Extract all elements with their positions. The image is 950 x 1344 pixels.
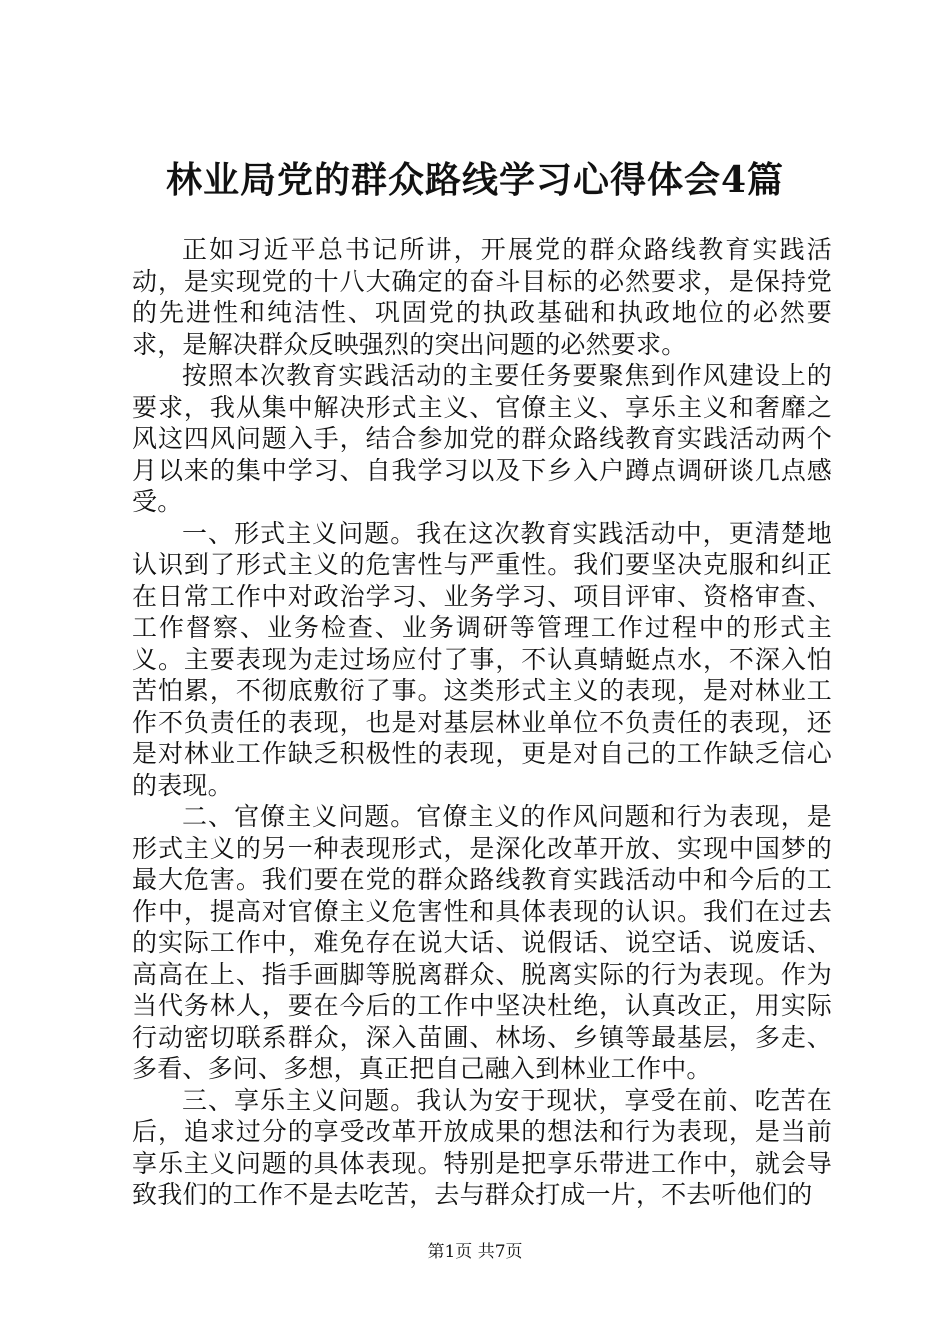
- paragraph-bureaucratism: 二、官僚主义问题。官僚主义的作风问题和行为表现，是形式主义的另一种表现形式，是深化改革开放、实现中国梦的最大危害。我们要在党的群众路线教育实践活动中和今后的工作中，提高对官僚主义危害性和具体表现的认识。我们在过去的实际工作中，难免存在说大话、说假话、说空话、说废话、高高在上、指手画脚等脱离群众、脱离实际的行为表现。作为当代务林人，要在今后的工作中坚决杜绝，认真改正，用实际行动密切联系群众，深入苗圃、林场、乡镇等最基层，多走、多看、多问、多想，真正把自己融入到林业工作中。: [132, 802, 832, 1083]
- paragraph-intro: 正如习近平总书记所讲，开展党的群众路线教育实践活动，是实现党的十八大确定的奋斗目标的必然要求，是保持党的先进性和纯洁性、巩固党的执政基础和执政地位的必然要求，是解决群众反映强烈的突出问题的必然要求。: [132, 235, 832, 359]
- page-footer: 第1页 共7页: [427, 1242, 523, 1262]
- document-body: [132, 234, 832, 1211]
- document-title: 林业局党的群众路线学习心得体会4篇: [165, 159, 785, 201]
- paragraph-hedonism: 三、享乐主义问题。我认为安于现状，享受在前、吃苦在后，追求过分的享受改革开放成果的想法和行为表现，是当前享乐主义问题的具体表现。特别是把享乐带进工作中，就会导致我们的工作不是去吃苦，去与群众打成一片，不去听他们的: [132, 1085, 832, 1209]
- paragraph-formalism: 一、形式主义问题。我在这次教育实践活动中，更清楚地认识到了形式主义的危害性与严重性。我们要坚决克服和纠正在日常工作中对政治学习、业务学习、项目评审、资格审查、工作督察、业务检查、业务调研等管理工作过程中的形式主义。主要表现为走过场应付了事，不认真蜻蜓点水，不深入怕苦怕累，不彻底敷衍了事。这类形式主义的表现，是对林业工作不负责任的表现，也是对基层林业单位不负责任的表现，还是对林业工作缺乏积极性的表现，更是对自己的工作缺乏信心的表现。: [132, 518, 832, 800]
- paragraph-approach: 按照本次教育实践活动的主要任务要聚焦到作风建设上的要求，我从集中解决形式主义、官僚主义、享乐主义和奢靡之风这四风问题入手，结合参加党的群众路线教育实践活动两个月以来的集中学习、自我学习以及下乡入户蹲点调研谈几点感受。: [132, 361, 832, 516]
